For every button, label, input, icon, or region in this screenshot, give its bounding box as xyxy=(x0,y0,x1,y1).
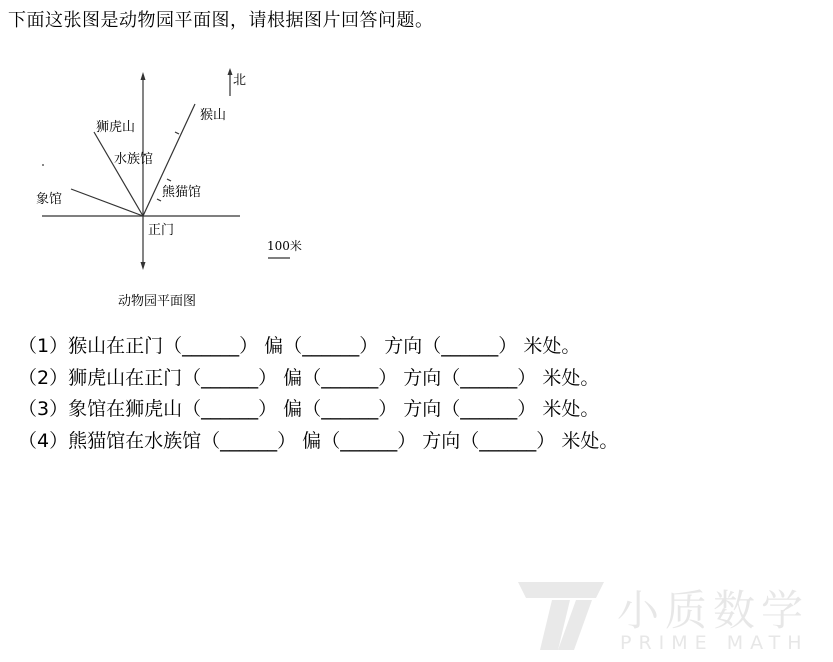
watermark-english: PRIME MATH xyxy=(620,632,809,654)
question-text: 方向 xyxy=(403,398,442,420)
ray-lion-tiger-hill xyxy=(94,132,143,216)
north-label: 北 xyxy=(233,73,247,88)
answer-blank[interactable]: （______） xyxy=(163,335,259,357)
question-text: 偏 xyxy=(264,335,284,357)
tick-mark xyxy=(157,199,161,201)
zoo-map-diagram xyxy=(30,62,302,312)
answer-blank[interactable]: （______） xyxy=(302,366,398,389)
panda-house-label: 熊猫馆 xyxy=(162,185,202,200)
answer-blank[interactable]: （______） xyxy=(302,398,398,420)
answer-blank[interactable]: （______） xyxy=(283,335,379,357)
aquarium-label: 水族馆 xyxy=(114,152,154,167)
question-text: 米处。 xyxy=(542,398,600,420)
question-item xyxy=(18,394,618,426)
question-item xyxy=(18,331,618,363)
question-subject: 熊猫馆在水族馆 xyxy=(68,429,202,452)
question-text: 偏 xyxy=(283,366,303,389)
north-arrow-head xyxy=(228,68,233,75)
question-text: 偏 xyxy=(302,429,322,452)
answer-blank[interactable]: （______） xyxy=(201,429,297,452)
lion-tiger-hill-label: 狮虎山 xyxy=(96,120,136,135)
answer-blank[interactable]: （______） xyxy=(182,366,278,389)
answer-blank[interactable]: （______） xyxy=(441,366,537,389)
question-subject: 猴山在正门 xyxy=(68,335,164,357)
instruction-text: 下面这张图是动物园平面图，请根据图片回答问题。 xyxy=(8,10,434,31)
stray-dot xyxy=(42,164,44,166)
watermark-chinese: 小质数学 xyxy=(617,586,810,635)
question-number: （1） xyxy=(18,335,69,357)
question-subject: 狮虎山在正门 xyxy=(68,366,183,389)
prime-math-logo-icon xyxy=(512,578,608,654)
monkey-hill-label: 猴山 xyxy=(200,108,227,123)
question-text: 米处。 xyxy=(561,429,619,452)
question-text: 米处。 xyxy=(523,335,581,357)
question-text: 偏 xyxy=(283,398,303,420)
axis-arrow-down xyxy=(141,262,146,270)
elephant-house-label: 象馆 xyxy=(36,192,63,207)
zoo-map-lines xyxy=(30,62,290,312)
axis-arrow-up xyxy=(141,72,146,80)
question-text: 方向 xyxy=(384,335,423,357)
question-text: 方向 xyxy=(422,429,461,452)
answer-blank[interactable]: （______） xyxy=(321,429,417,452)
question-number: （3） xyxy=(18,398,69,420)
question-list xyxy=(18,331,618,457)
tick-mark xyxy=(175,132,179,134)
main-gate-label: 正门 xyxy=(148,223,175,238)
map-caption: 动物园平面图 xyxy=(118,294,197,309)
watermark xyxy=(512,578,827,654)
answer-blank[interactable]: （______） xyxy=(460,429,556,452)
question-item xyxy=(18,363,618,395)
question-subject: 象馆在狮虎山 xyxy=(68,398,183,420)
scale-label: 100米 xyxy=(267,239,302,253)
answer-blank[interactable]: （______） xyxy=(441,398,537,420)
question-number: （4） xyxy=(18,429,69,452)
question-item xyxy=(18,426,618,458)
ray-elephant-house xyxy=(71,189,143,216)
question-text: 方向 xyxy=(403,366,442,389)
question-number: （2） xyxy=(18,366,69,389)
question-text: 米处。 xyxy=(542,366,600,389)
answer-blank[interactable]: （______） xyxy=(422,335,518,357)
answer-blank[interactable]: （______） xyxy=(182,398,278,420)
